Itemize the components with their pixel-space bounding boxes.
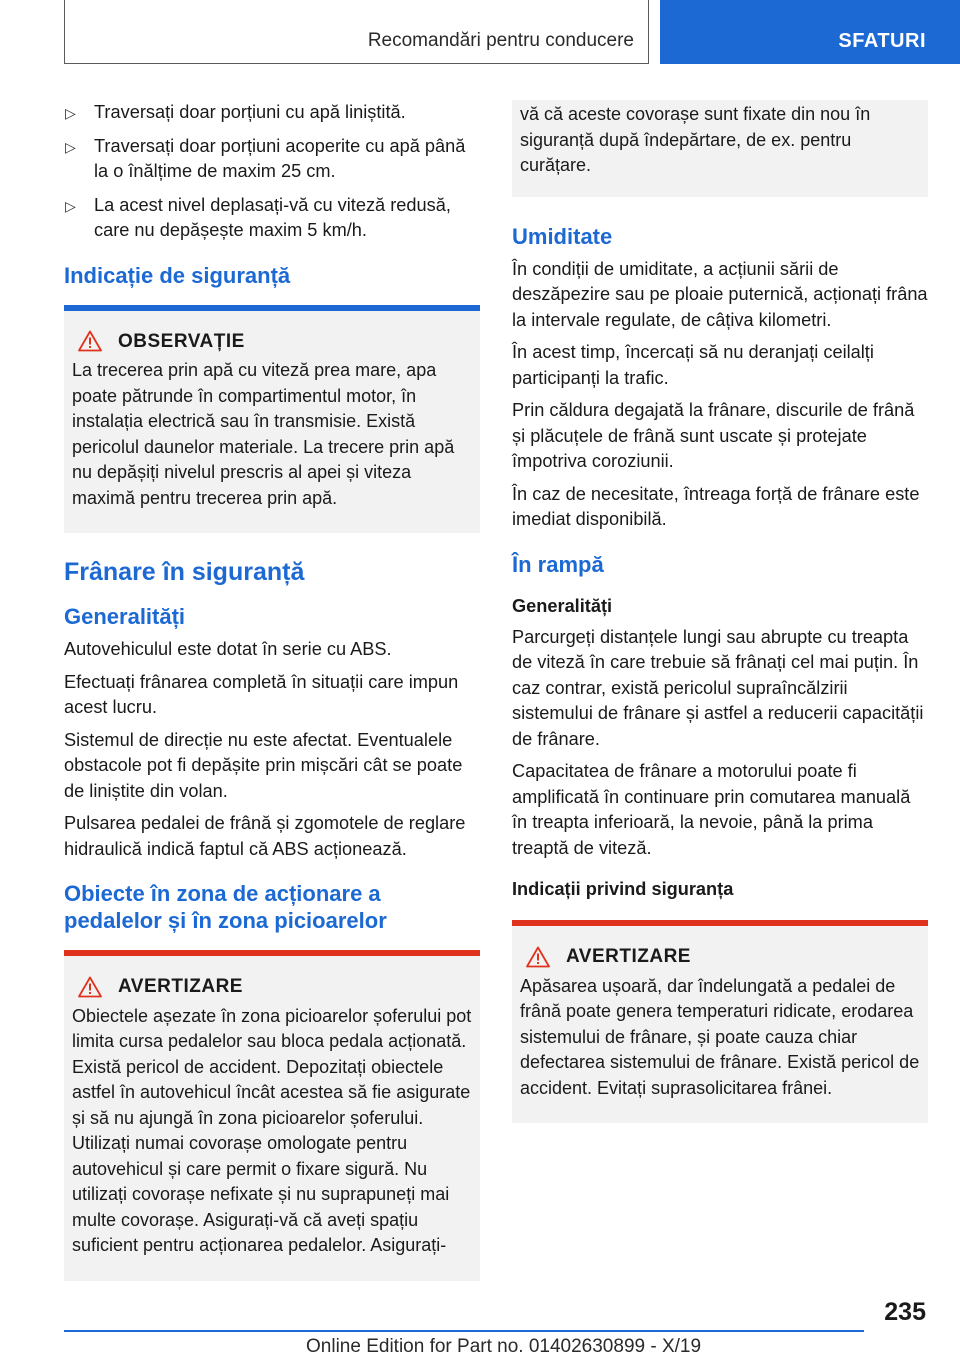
warning-triangle-icon <box>78 976 102 998</box>
list-item <box>64 134 480 185</box>
paragraph: Prin căldura degajată la frânare, discurile de frână și plăcuțele de frână sunt uscate și protejate împotriva coroziunii. <box>512 400 915 471</box>
paragraph: Parcurgeți distanțele lungi sau abrupte cu treapta de viteză în care trebuie să frânați cel mai puțin. În caz contrar, există pericolul supraîncălzirii sistemului de frânare și astfel a reducerii capacității de frânare. <box>512 626 924 749</box>
notice-label: OBSERVAȚIE <box>118 330 245 352</box>
notice-text: La trecerea prin apă cu viteză prea mare, apa poate pătrunde în compartimentul motor, în instalația electrică sau în transmisie. Există pericolul daunelor materiale. La trecere prin apă nu depășiți nivelul prescris al apei și viteza maximă pentru trecerea prin apă. <box>72 360 455 508</box>
paragraph: Capacitatea de frânare a motorului poate fi amplificată în continuare prin comutarea manuală în treapta inferioară, la nevoie, până la prima treaptă de viteză. <box>512 761 911 858</box>
footer-divider <box>64 1330 864 1332</box>
paragraph: Efectuați frânarea completă în situații care impun acest lucru. <box>64 671 459 717</box>
heading-objects-pedal-area: Obiecte în zona de acționare a pedalelor și în zona picioarelor <box>64 881 387 933</box>
warning-title <box>72 974 472 1000</box>
chapter-tab[interactable] <box>660 0 960 64</box>
left-column <box>64 100 480 1281</box>
warning-box-continued <box>512 100 928 197</box>
heading-ramp: În rampă <box>512 551 604 577</box>
list-item <box>64 193 480 244</box>
heading-braking: Frânare în siguranță <box>64 558 305 586</box>
paragraph: Pulsarea pedalei de frână și zgomotele de reglare hidraulică indică faptul că ABS acționează. <box>64 813 466 859</box>
warning-text: Obiectele așezate în zona picioarelor șoferului pot limita cursa pedalelor sau bloca pedala acționată. Există pericol de accident. Depozitați obiectele astfel în autovehicul încât acestea să fie asigurate și să nu ajungă în zona picioarelor șoferului. Utilizați numai covorașe omologate pentru autovehicul și care permit o fixare sigură. Nu utilizați covorașe nefixate și nu suprapuneți mai multe covorașe. Asigurați-vă că aveți spațiu suficient pentru acționarea pedalelor. Asigurați- <box>72 1005 472 1255</box>
subheading-general: Generalități <box>512 595 613 616</box>
page-number: 235 <box>884 1298 926 1326</box>
list-item-text: Traversați doar porțiuni cu apă liniștită. <box>94 102 406 122</box>
warning-text: Apăsarea ușoară, dar îndelungată a pedalei de frână poate genera temperaturi ridicate, erodarea sistemului de frânare, și poate cauza chiar defectarea sistemului de frânare. Există pericol de accident. Evitați suprasolicitarea frânei. <box>520 975 920 1098</box>
paragraph: Sistemul de direcție nu este afectat. Eventualele obstacole pot fi depășite prin mișcări cât se poate de liniștite din volan. <box>64 729 463 801</box>
right-column <box>512 100 928 1123</box>
warning-box <box>64 950 480 1281</box>
list-item-text: La acest nivel deplasați-vă cu viteză redusă, care nu depășește maxim 5 km/h. <box>94 194 451 240</box>
notice-title <box>72 329 472 355</box>
paragraph: În condiții de umiditate, a acțiunii sării de deszăpezire sau pe ploaie puternică, acționați frâna la intervale regulate, de câțiva kilometri. <box>512 258 928 330</box>
triangle-bullet-icon: ▷ <box>65 197 76 214</box>
header-section-box <box>64 0 649 64</box>
warning-box <box>512 920 928 1123</box>
warning-title <box>520 944 920 970</box>
heading-safety-indication: Indicație de siguranță <box>64 262 291 288</box>
heading-humidity: Umiditate <box>512 223 613 249</box>
list-item <box>64 100 480 126</box>
warning-triangle-icon <box>78 330 102 352</box>
section-title: Recomandări pentru conducere <box>367 30 634 51</box>
paragraph: În acest timp, încercați să nu deranjați ceilalți participanți la trafic. <box>512 342 874 388</box>
notice-box <box>64 305 480 534</box>
subheading-safety: Indicații privind siguranța <box>512 879 734 899</box>
warning-text-continued: vă că aceste covorașe sunt fixate din nou în siguranță după îndepărtare, de ex. pentru curățare. <box>520 104 871 175</box>
list-item-text: Traversați doar porțiuni acoperite cu apă până la o înălțime de maxim 25 cm. <box>94 135 466 181</box>
triangle-bullet-icon: ▷ <box>65 138 76 155</box>
paragraph: Autovehiculul este dotat în serie cu ABS. <box>64 639 392 659</box>
warning-label: AVERTIZARE <box>118 976 243 997</box>
heading-general: Generalități <box>64 604 186 629</box>
warning-triangle-icon <box>526 946 550 968</box>
warning-label: AVERTIZARE <box>566 946 691 967</box>
paragraph: În caz de necesitate, întreaga forță de frânare este imediat disponibilă. <box>512 483 920 529</box>
chapter-tab-label: SFATURI <box>838 30 926 52</box>
triangle-bullet-icon: ▷ <box>65 105 76 121</box>
footer-edition: Online Edition for Part no. 01402630899 - X/19 <box>306 1336 702 1357</box>
